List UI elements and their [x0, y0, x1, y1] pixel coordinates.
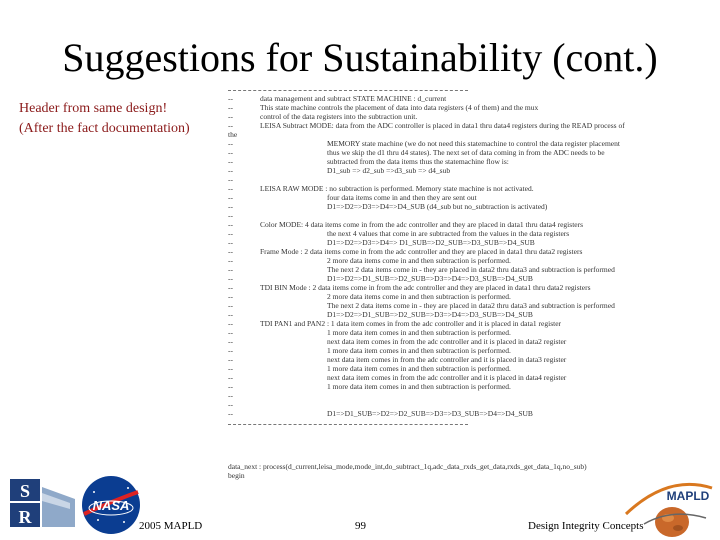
comment-marker: --	[228, 409, 233, 418]
code-line-text: 1 more data item comes in and then subtraction is performed.	[327, 382, 511, 391]
code-line-text: thus we skip the d1 thru d4 states). The next set of data coming in from the ADC needs to be	[327, 148, 605, 157]
code-line	[228, 400, 648, 409]
bottom-comment-rule	[228, 424, 468, 425]
process-line-2: begin	[228, 471, 245, 480]
code-lines	[228, 94, 648, 418]
code-line	[228, 121, 648, 130]
comment-marker: --	[228, 211, 233, 220]
code-line	[228, 301, 648, 310]
nasa-logo	[80, 474, 142, 536]
code-line-text: data management and subtract STATE MACHINE : d_current	[260, 94, 447, 103]
comment-marker: --	[228, 220, 233, 229]
comment-marker: --	[228, 193, 233, 202]
comment-marker: --	[228, 319, 233, 328]
code-line	[228, 238, 648, 247]
swri-logo	[10, 479, 75, 529]
code-line	[228, 346, 648, 355]
code-line-text: LEISA RAW MODE : no subtraction is performed. Memory state machine is not activated.	[260, 184, 534, 193]
code-line-text: The next 2 data items come in - they are placed in data2 thru data3 and subtraction is performed	[327, 265, 615, 274]
comment-marker: --	[228, 382, 233, 391]
process-line-1: data_next : process(d_current,leisa_mode,mode_int,do_subtract_1q,adc_data_rxds_get_data,rxds_get_data_1q,no_sub)	[228, 462, 587, 471]
code-line	[228, 265, 648, 274]
comment-marker: --	[228, 166, 233, 175]
comment-marker: --	[228, 373, 233, 382]
callout-line-1: Header from same design!	[19, 101, 168, 116]
code-line	[228, 292, 648, 301]
code-line-text: TDI PAN1 and PAN2 : 1 data item comes in from the adc controller and it is placed in data1 register	[260, 319, 562, 328]
code-line-text: four data items come in and then they are sent out	[327, 193, 477, 202]
comment-marker: --	[228, 400, 233, 409]
footer-event: 2005 MAPLD	[139, 520, 203, 532]
code-line	[228, 382, 648, 391]
comment-marker: --	[228, 292, 233, 301]
code-line-text: next data item comes in from the adc controller and it is placed in data3 register	[327, 355, 567, 364]
code-line-text: D1=>D1_SUB=>D2=>D2_SUB=>D3=>D3_SUB=>D4=>D4_SUB	[327, 409, 533, 418]
comment-marker: --	[228, 301, 233, 310]
svg-text:NASA: NASA	[92, 498, 130, 513]
comment-marker: --	[228, 283, 233, 292]
code-line-text: Frame Mode : 2 data items come in from the adc controller and they are placed in data1 thru data2 registers	[260, 247, 583, 256]
footer-page-number: 99	[355, 520, 366, 532]
code-line-text: D1=>D2=>D1_SUB=>D2_SUB=>D3=>D4=>D3_SUB=>D4_SUB	[327, 310, 533, 319]
comment-marker: the	[228, 130, 238, 139]
code-line	[228, 139, 648, 148]
comment-marker: --	[228, 256, 233, 265]
code-line-text: 2 more data items come in and then subtraction is performed.	[327, 292, 511, 301]
code-line-text: next data item comes in from the adc controller and it is placed in data4 register	[327, 373, 567, 382]
callout-note	[19, 99, 190, 139]
slide-title: Suggestions for Sustainability (cont.)	[62, 35, 658, 80]
comment-marker: --	[228, 337, 233, 346]
callout-line-2: (After the fact documentation)	[19, 121, 190, 136]
code-line-text: LEISA Subtract MODE: data from the ADC controller is placed in data1 thru data4 registers during the READ process of	[260, 121, 625, 130]
code-line	[228, 103, 648, 112]
code-line	[228, 283, 648, 292]
code-line-text: subtracted from the data items thus the statemachine flow is:	[327, 157, 509, 166]
svg-text:R: R	[18, 507, 32, 527]
comment-marker: --	[228, 265, 233, 274]
code-line-text: the next 4 values that come in are subtracted from the values in the data registers	[327, 229, 570, 238]
code-line	[228, 220, 648, 229]
code-line-text: The next 2 data items come in - they are placed in data2 thru data3 and subtraction is performed	[327, 301, 615, 310]
code-line	[228, 364, 648, 373]
code-line	[228, 184, 648, 193]
comment-marker: --	[228, 139, 233, 148]
code-line-text: This state machine controls the placement of data into data registers (4 of them) and the mux	[260, 103, 539, 112]
comment-marker: --	[228, 364, 233, 373]
svg-text:S: S	[19, 481, 31, 501]
code-line	[228, 229, 648, 238]
code-line-text: control of the data registers into the subtraction unit.	[260, 112, 418, 121]
code-line	[228, 319, 648, 328]
code-line	[228, 355, 648, 364]
code-line	[228, 175, 648, 184]
code-line	[228, 274, 648, 283]
code-line	[228, 247, 648, 256]
code-line	[228, 310, 648, 319]
code-line	[228, 148, 648, 157]
code-line-text: 2 more data items come in and then subtraction is performed.	[327, 256, 511, 265]
comment-marker: --	[228, 346, 233, 355]
comment-marker: --	[228, 157, 233, 166]
comment-marker: --	[228, 121, 233, 130]
comment-marker: --	[228, 103, 233, 112]
comment-marker: --	[228, 238, 233, 247]
code-line	[228, 409, 648, 418]
comment-marker: --	[228, 274, 233, 283]
code-line	[228, 130, 648, 139]
code-line	[228, 112, 648, 121]
comment-marker: --	[228, 229, 233, 238]
comment-marker: --	[228, 328, 233, 337]
comment-marker: --	[228, 175, 233, 184]
code-line-text: 1 more data item comes in and then subtraction is performed.	[327, 346, 511, 355]
comment-marker: --	[228, 247, 233, 256]
code-line-text: Color MODE: 4 data items come in from the adc controller and they are placed in data1 thru data4 registers	[260, 220, 584, 229]
code-line	[228, 256, 648, 265]
comment-marker: --	[228, 94, 233, 103]
svg-text:MAPLD: MAPLD	[666, 489, 710, 503]
comment-marker: --	[228, 202, 233, 211]
code-line	[228, 391, 648, 400]
code-line-text: 1 more data item comes in and then subtraction is performed.	[327, 364, 511, 373]
comment-marker: --	[228, 148, 233, 157]
comment-marker: --	[228, 355, 233, 364]
code-line	[228, 94, 648, 103]
comment-marker: --	[228, 112, 233, 121]
comment-marker: --	[228, 184, 233, 193]
code-line	[228, 193, 648, 202]
process-declaration	[228, 462, 587, 480]
code-line-text: 1 more data item comes in and then subtraction is performed.	[327, 328, 511, 337]
code-line-text: D1_sub => d2_sub =>d3_sub => d4_sub	[327, 166, 451, 175]
code-line	[228, 328, 648, 337]
code-line	[228, 166, 648, 175]
code-line-text: D1=>D2=>D3=>D4=>D4_SUB (d4_sub but no_subtraction is activated)	[327, 202, 548, 211]
code-line-text: D1=>D2=>D3=>D4=> D1_SUB=>D2_SUB=>D3_SUB=>D4_SUB	[327, 238, 535, 247]
top-comment-rule	[228, 90, 468, 91]
code-line	[228, 157, 648, 166]
code-line	[228, 202, 648, 211]
code-line	[228, 337, 648, 346]
code-line-text: next data item comes in from the adc controller and it is placed in data2 register	[327, 337, 567, 346]
code-line	[228, 211, 648, 220]
comment-marker: --	[228, 310, 233, 319]
code-line-text: TDI BIN Mode : 2 data items come in from the adc controller and they are placed in data1 thru data2 registers	[260, 283, 591, 292]
code-line	[228, 373, 648, 382]
code-header-block	[228, 87, 648, 428]
code-line-text: D1=>D2=>D1_SUB=>D2_SUB=>D3=>D4=>D3_SUB=>D4_SUB	[327, 274, 533, 283]
footer-company: Design Integrity Concepts	[528, 520, 644, 532]
comment-marker: --	[228, 391, 233, 400]
code-line-text: MEMORY state machine (we do not need this statemachine to control the data register placement	[327, 139, 620, 148]
